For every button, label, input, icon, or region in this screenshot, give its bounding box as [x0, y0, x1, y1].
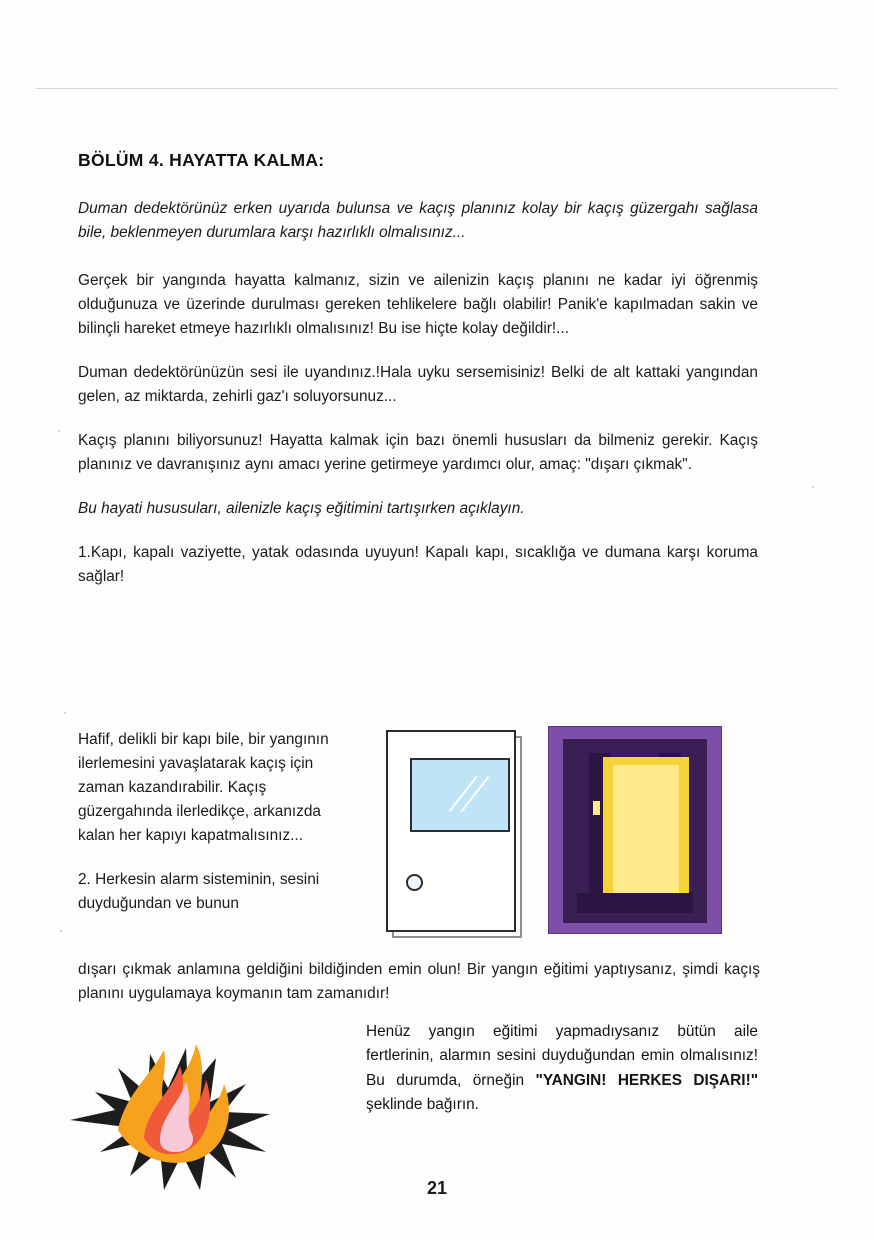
list-item-2-column: 2. Herkesin alarm sisteminin, sesini duyduğundan ve bunun — [78, 871, 320, 913]
glass-glare-icon — [461, 776, 490, 812]
closed-door-illustration — [378, 722, 528, 934]
paragraph-2: Duman dedektörünüzün sesi ile uyandınız.!Hala uyku sersemisiniz! Belki de alt kattaki yangından gelen, az miktarda, zehirli gaz'ı soluyorsunuz... — [78, 364, 758, 406]
door-light-spark — [670, 835, 677, 849]
right-text-column — [366, 1020, 758, 1117]
paragraph-3: Kaçış planını biliyorsunuz! Hayatta kalmak için bazı önemli hususları da bilmeniz gerekir. Kaçış planınız ve davranışınız aynı amacı yerine getirmeye yardımcı olur, amaç: "dışarı çıkmak". — [78, 432, 758, 474]
final-paragraph-part-a: Henüz yangın eğitimi yapmadıysanız bütün aile fertlerinin, alarmın sesini duyduğundan emin olmalısınız! Bu durumda, örneğin — [366, 1023, 758, 1089]
intro-paragraph: Duman dedektörünüz erken uyarıda bulunsa ve kaçış planınız kolay bir kaçış güzergahı sağlasa bile, beklenmeyen durumlara karşı hazırlıklı olmalısınız... — [78, 200, 758, 242]
paragraph-1: Gerçek bir yangında hayatta kalmanız, sizin ve ailenizin kaçış planını ne kadar iyi öğrenmiş olduğunuza ve üzerinde durulması gereken tehlikelere bağlı olabilir! Panik'e kapılmadan sakin ve bilinçli hareket etmeye hazırlıklı olmalısınız! Bu ise hiçte kolay değildir!... — [78, 272, 758, 338]
scan-speck — [64, 712, 66, 714]
scan-speck — [60, 930, 62, 932]
door-photo-wall — [563, 739, 707, 923]
list-item-2-continuation-block — [78, 958, 760, 1010]
door-frame — [386, 730, 516, 932]
flame-icon — [60, 1010, 290, 1195]
door-light-spark — [593, 801, 600, 815]
left-text-column — [78, 728, 360, 936]
door-window-panel — [410, 758, 510, 832]
scan-speck — [58, 430, 60, 432]
list-item-1-column: Hafif, delikli bir kapı bile, bir yangının ilerlemesini yavaşlatarak kaçış için zaman kazandırabilir. Kaçış güzergahında ilerledikçe, arkanızda kalan her kapıyı kapatmalısınız... — [78, 731, 329, 845]
flame-illustration — [60, 1010, 290, 1195]
paragraph-4-italic: Bu hayati hususuları, ailenizle kaçış eğitimini tartışırken açıklayın. — [78, 500, 525, 518]
list-item-1-lead: 1.Kapı, kapalı vaziyette, yatak odasında uyuyun! Kapalı kapı, sıcaklığa ve dumana karşı koruma sağlar! — [78, 544, 758, 586]
article-body — [78, 150, 758, 605]
final-paragraph-part-b: şeklinde bağırın. — [366, 1095, 479, 1113]
figure-row — [78, 722, 758, 962]
final-paragraph-emphasis: "YANGIN! HERKES DIŞARI!" — [535, 1071, 758, 1089]
door-knob-icon — [406, 874, 423, 891]
page-number: 21 — [426, 1178, 448, 1198]
scan-speck — [812, 486, 814, 488]
door-threshold — [577, 893, 693, 913]
door-opening-glow — [603, 757, 689, 907]
list-item-2-continuation: dışarı çıkmak anlamına geldiğini bildiğinden emin olun! Bir yangın eğitimi yaptıysanız, şimdi kaçış planını uygulamaya koymanın tam zamanıdır! — [78, 961, 760, 1003]
page-title: BÖLÜM 4. HAYATTA KALMA: — [78, 150, 325, 170]
header-rule — [36, 88, 838, 89]
open-door-photo — [548, 726, 722, 934]
